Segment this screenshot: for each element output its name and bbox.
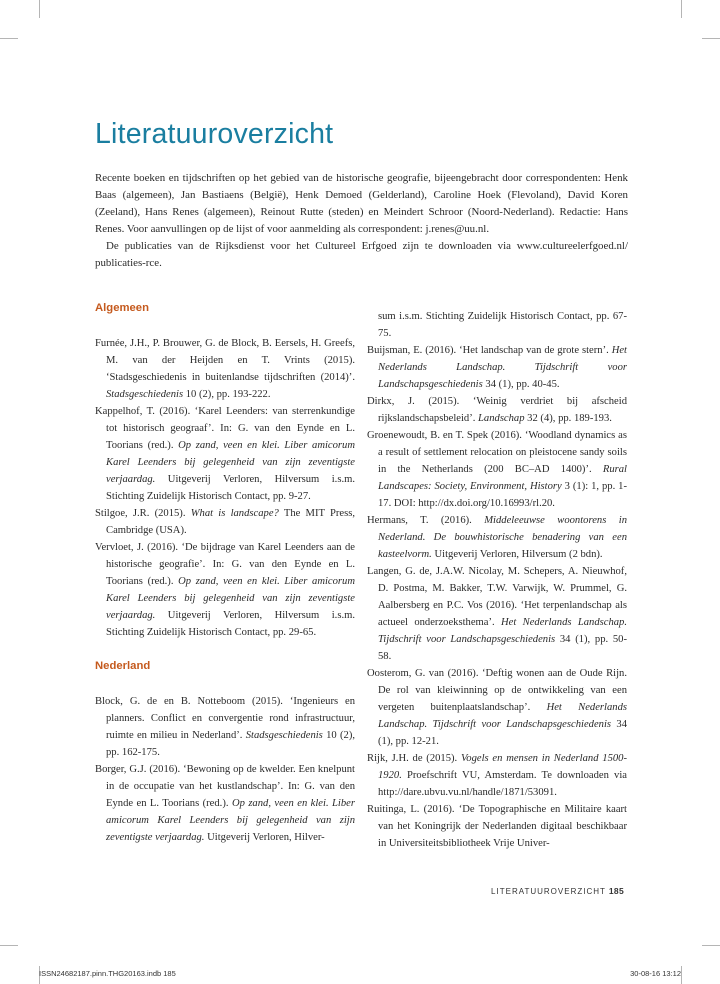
bibliography-entry: Vervloet, J. (2016). ‘De bijdrage van Karel Leenders aan de historische geografie’. In: G. van den Eynde en L. Toorians (red.). Op zand, veen en klei. Liber amicorum Karel Leenders bij gelegenheid van zijn zeventigste verjaardag. Uitgeverij Verloren, Hilversum i.s.m. Stichting Zuidelijk Historisch Contact, pp. 29-65.	[95, 542, 356, 638]
intro-paragraph: De publicaties van de Rijksdienst voor het Cultureel Erfgoed zijn te downloaden via www.cultureelerfgoed.nl/ publicaties-rce.	[95, 240, 628, 269]
crop-mark	[681, 0, 682, 18]
left-column	[95, 300, 355, 846]
intro-text	[95, 170, 628, 272]
crop-mark	[0, 945, 18, 946]
bibliography-entry: Buijsman, E. (2016). ‘Het landschap van de grote stern’. Het Nederlands Landschap. Tijdschrift voor Landschapsgeschiedenis 34 (1), pp. 40-45.	[367, 345, 627, 390]
running-head: LITERATUUROVERZICHT	[491, 887, 606, 896]
bibliography-entry: Borger, G.J. (2016). ‘Bewoning op de kwelder. Een knelpunt in de occupatie van het kustlandschap’. In: G. van den Eynde en L. Toorians (red.). Op zand, veen en klei. Liber amicorum Karel Leenders bij gelegenheid van zijn zeventigste verjaardag. Uitgeverij Verloren, Hilver-	[95, 764, 355, 843]
bibliography-entry: Dirkx, J. (2015). ‘Weinig verdriet bij afscheid rijkslandschapsbeleid’. Landschap 32 (4), pp. 189-193.	[367, 396, 627, 424]
page-number: 185	[608, 886, 624, 896]
bibliography-entry: Block, G. de en B. Notteboom (2015). ‘Ingenieurs en planners. Conflict en convergentie rond infrastructuur, ruimte en milieu in Nederland’. Stadsgeschiedenis 10 (2), pp. 162-175.	[95, 696, 355, 758]
crop-mark	[0, 38, 18, 39]
bibliography-entry: Kappelhof, T. (2016). ‘Karel Leenders: van sterrenkundige tot historisch geograaf’. In: G. van den Eynde en L. Toorians (red.). Op zand, veen en klei. Liber amicorum Karel Leenders bij gelegenheid van zijn zeventigste verjaardag. Uitgeverij Verloren, Hilversum i.s.m. Stichting Zuidelijk Historisch Contact, pp. 9-27.	[95, 406, 356, 502]
bibliography-entry: Rijk, J.H. de (2015). Vogels en mensen in Nederland 1500-1920. Proefschrift VU, Amsterdam. Te downloaden via http://dare.ubvu.vu.nl/handle/1871/53091.	[367, 753, 627, 798]
bibliography-entry: Furnée, J.H., P. Brouwer, G. de Block, B. Eersels, H. Greefs, M. van der Heijden en T. Vrints (2015). ‘Stadsgeschiedenis in buitenlandse tijdschriften (2014)’. Stadsgeschiedenis 10 (2), pp. 193-222.	[95, 338, 355, 400]
print-slug-date: 30-08-16 13:12	[630, 969, 681, 978]
section-heading-nederland: Nederland	[95, 660, 151, 672]
section-heading-algemeen: Algemeen	[95, 302, 149, 314]
crop-mark	[39, 0, 40, 18]
bibliography-entry: Hermans, T. (2016). Middeleeuwse woontorens in Nederland. De bouwhistorische benadering van een kasteelvorm. Uitgeverij Verloren, Hilversum (2 bdn).	[367, 515, 627, 560]
print-slug-file: ISSN24682187.pinn.THG20163.indb 185	[39, 969, 176, 978]
crop-mark	[702, 945, 720, 946]
right-column	[367, 308, 627, 852]
bibliography-entry: Ruitinga, L. (2016). ‘De Topographische en Militaire kaart van het Koningrijk der Nederlanden digitaal beschikbaar in Universiteitsbibliotheek Vrije Univer-	[367, 804, 627, 849]
bibliography-entry: Groenewoudt, B. en T. Spek (2016). ‘Woodland dynamics as a result of settlement relocation on pleistocene sandy soils in the Netherlands (200 BC–AD 1400)’. Rural Landscapes: Society, Environment, History 3 (1): 1, pp. 1-17. DOI: http://dx.doi.org/10.16993/rl.20.	[367, 430, 627, 509]
crop-mark	[702, 38, 720, 39]
bibliography-entry-continued: sum i.s.m. Stichting Zuidelijk Historisch Contact, pp. 67-75.	[378, 311, 627, 339]
bibliography-entry: Stilgoe, J.R. (2015). What is landscape? The MIT Press, Cambridge (USA).	[95, 508, 355, 536]
intro-paragraph: Recente boeken en tijdschriften op het gebied van de historische geografie, bijeengebracht door correspondenten: Henk Baas (algemeen), Jan Bastiaens (België), Henk Demoed (Gelderland), Caroline Hoek (Flevoland), David Koren (Zeeland), Hans Renes (algemeen), Reinout Rutte (steden) en Meindert Schroor (Noord-Nederland). Redactie: Hans Renes. Voor aanvullingen op de lijst of voor aanmelding als correspondent: j.renes@uu.nl.	[95, 172, 628, 235]
crop-mark	[681, 966, 682, 984]
page-title: Literatuuroverzicht	[95, 118, 334, 150]
running-footer	[491, 886, 624, 896]
bibliography-entry: Oosterom, G. van (2016). ‘Deftig wonen aan de Oude Rijn. De rol van kleiwinning op de ontwikkeling van een vergeten buitenplaatslandschap’. Het Nederlands Landschap. Tijdschrift voor Landschapsgeschiedenis 34 (1), pp. 12-21.	[367, 668, 627, 747]
bibliography-entry: Langen, G. de, J.A.W. Nicolay, M. Schepers, A. Nieuwhof, D. Postma, M. Bakker, T.W. Varwijk, W. Prummel, G. Aalbersberg en P.C. Vos (2016). ‘Het terpenlandschap als actueel onderzoeksthema’. Het Nederlands Landschap. Tijdschrift voor Landschapsgeschiedenis 34 (1), pp. 50-58.	[367, 566, 627, 662]
